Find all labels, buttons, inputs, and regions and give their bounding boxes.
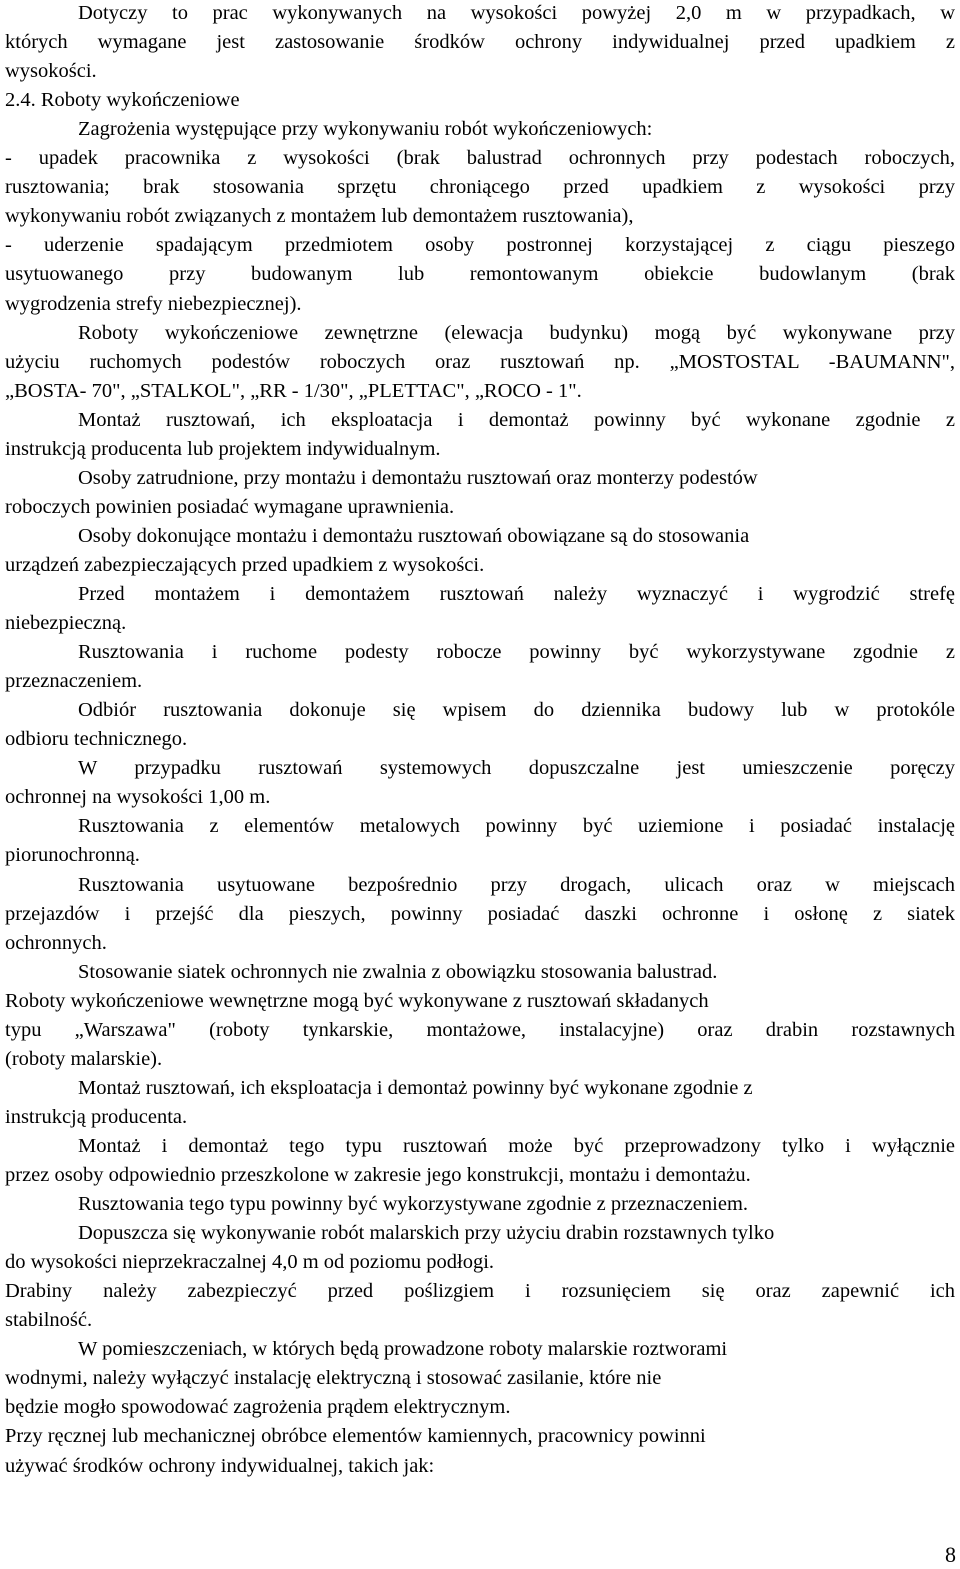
page-number: 8 xyxy=(945,1542,956,1567)
text-line: instrukcją producenta. xyxy=(5,1105,188,1128)
text-line: Rusztowania usytuowane bezpośrednio przy drogach, ulicach oraz w miejscach xyxy=(78,873,955,896)
text-line: Rusztowania tego typu powinny być wykorzystywane zgodnie z przeznaczeniem. xyxy=(78,1193,749,1216)
text-line: (roboty malarskie). xyxy=(5,1047,163,1070)
text-line: Roboty wykończeniowe wewnętrzne mogą być wykonywane z rusztowań składanych xyxy=(5,989,709,1012)
text-line: Odbiór rusztowania dokonuje się wpisem do dziennika budowy lub w protokóle xyxy=(78,699,955,722)
text-line: wodnymi, należy wyłączyć instalację elektryczną i stosować zasilanie, które nie xyxy=(5,1367,662,1390)
text-line: Rusztowania z elementów metalowych powinny być uziemione i posiadać instalację xyxy=(78,815,955,838)
text-line: usytuowanego przy budowanym lub remontowanym obiekcie budowlanym (brak xyxy=(5,263,955,286)
text-line: przeznaczeniem. xyxy=(5,670,143,693)
text-line: Osoby dokonujące montażu i demontażu rusztowań obowiązane są do stosowania xyxy=(78,524,750,547)
section-heading: 2.4. Roboty wykończeniowe xyxy=(5,89,240,112)
text-line: Przy ręcznej lub mechanicznej obróbce elementów kamiennych, pracownicy powinni xyxy=(5,1425,706,1448)
text-line: których wymagane jest zastosowanie środków ochrony indywidualnej przed upadkiem z xyxy=(5,31,955,54)
text-line: użyciu ruchomych podestów roboczych oraz rusztowań np. „MOSTOSTAL -BAUMANN", xyxy=(5,350,955,373)
text-line: Rusztowania i ruchome podesty robocze powinny być wykorzystywane zgodnie z xyxy=(78,641,955,664)
text-line: używać środków ochrony indywidualnej, takich jak: xyxy=(5,1454,435,1477)
text-line: niebezpieczną. xyxy=(5,612,127,635)
text-line: Dotyczy to prac wykonywanych na wysokości powyżej 2,0 m w przypadkach, w xyxy=(78,2,955,24)
text-line: Stosowanie siatek ochronnych nie zwalnia z obowiązku stosowania balustrad. xyxy=(78,960,718,983)
text-line: Drabiny należy zabezpieczyć przed poślizgiem i rozsunięciem się oraz zapewnić ich xyxy=(5,1280,955,1303)
text-line: do wysokości nieprzekraczalnej 4,0 m od poziomu podłogi. xyxy=(5,1251,495,1274)
text-line: stabilność. xyxy=(5,1309,93,1332)
text-line: instrukcją producenta lub projektem indywidualnym. xyxy=(5,437,441,460)
text-line: Zagrożenia występujące przy wykonywaniu robót wykończeniowych: xyxy=(78,118,653,141)
text-line: przez osoby odpowiednio przeszkolone w zakresie jego konstrukcji, montażu i demontażu. xyxy=(5,1164,751,1186)
text-line: będzie mogło spowodować zagrożenia prądem elektrycznym. xyxy=(5,1396,511,1419)
text-line: Montaż rusztowań, ich eksploatacja i demontaż powinny być wykonane zgodnie z xyxy=(78,1076,753,1099)
text-line: W pomieszczeniach, w których będą prowadzone roboty malarskie roztworami xyxy=(78,1338,728,1361)
text-line: przejazdów i przejść dla pieszych, powinny posiadać daszki ochronne i osłonę z siatek xyxy=(5,902,955,925)
text-line: wykonywaniu robót związanych z montażem lub demontażem rusztowania), xyxy=(5,205,634,228)
text-line: rusztowania; brak stosowania sprzętu chroniącego przed upadkiem z wysokości przy xyxy=(5,176,955,199)
text-line: Osoby zatrudnione, przy montażu i demontażu rusztowań oraz monterzy podestów xyxy=(78,466,758,489)
text-line: - uderzenie spadającym przedmiotem osoby postronnej korzystającej z ciągu pieszego xyxy=(5,234,955,257)
text-line: „BOSTA- 70", „STALKOL", „RR - 1/30", „PLETTAC", „ROCO - 1". xyxy=(5,379,582,402)
text-line: typu „Warszawa" (roboty tynkarskie, montażowe, instalacyjne) oraz drabin rozstawnych xyxy=(5,1018,955,1041)
text-line: roboczych powinien posiadać wymagane uprawnienia. xyxy=(5,495,455,518)
text-line: urządzeń zabezpieczających przed upadkiem z wysokości. xyxy=(5,553,485,576)
text-line: Dopuszcza się wykonywanie robót malarskich przy użyciu drabin rozstawnych tylko xyxy=(78,1222,775,1245)
text-line: wygrodzenia strefy niebezpiecznej). xyxy=(5,292,302,315)
text-line: wysokości. xyxy=(5,60,97,83)
text-line: - upadek pracownika z wysokości (brak balustrad ochronnych przy podestach roboczych, xyxy=(5,147,955,170)
text-line: piorunochronną. xyxy=(5,844,140,867)
text-line: Przed montażem i demontażem rusztowań należy wyznaczyć i wygrodzić strefę xyxy=(78,583,955,605)
text-line: ochronnej na wysokości 1,00 m. xyxy=(5,786,271,809)
text-line: W przypadku rusztowań systemowych dopuszczalne jest umieszczenie poręczy xyxy=(78,757,955,780)
text-line: Roboty wykończeniowe zewnętrzne (elewacja budynku) mogą być wykonywane przy xyxy=(78,321,955,344)
text-line: ochronnych. xyxy=(5,931,107,954)
text-line: Montaż rusztowań, ich eksploatacja i demontaż powinny być wykonane zgodnie z xyxy=(78,408,955,431)
text-line: Montaż i demontaż tego typu rusztowań może być przeprowadzony tylko i wyłącznie xyxy=(78,1134,955,1157)
text-line: odbioru technicznego. xyxy=(5,728,188,751)
